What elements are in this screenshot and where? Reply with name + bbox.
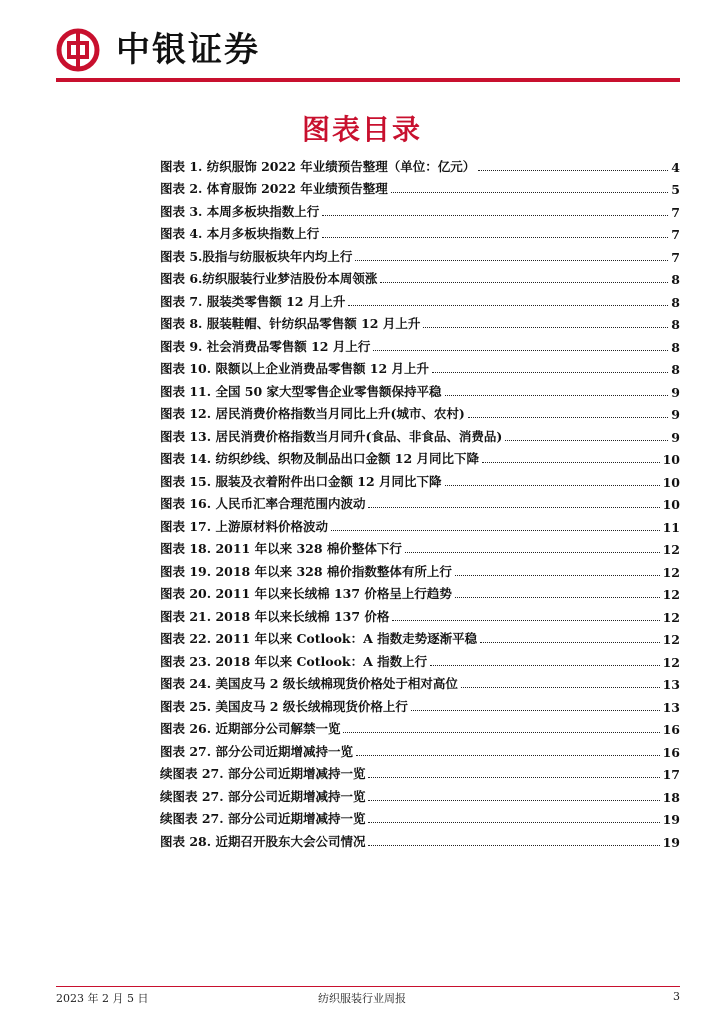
- toc-entry-page: 10: [662, 474, 680, 490]
- toc-leader-dots: [322, 215, 668, 216]
- toc-entry[interactable]: [160, 692, 680, 715]
- toc-entry[interactable]: [160, 557, 680, 580]
- toc-leader-dots: [461, 687, 660, 688]
- toc-entry-label: 图表 22. 2011 年以来 Cotlook：A 指数走势逐渐平稳: [160, 631, 478, 646]
- toc-entry-label: 图表 9. 社会消费品零售额 12 月上行: [160, 338, 371, 354]
- toc-leader-dots: [331, 530, 660, 531]
- toc-leader-dots: [505, 440, 668, 441]
- toc-entry[interactable]: [160, 332, 680, 355]
- toc-entry-page: 8: [671, 294, 680, 310]
- toc-entry-page: 9: [671, 407, 680, 422]
- toc-entry[interactable]: [160, 602, 680, 625]
- toc-entry-label: 图表 16. 人民币汇率合理范围内波动: [160, 496, 366, 511]
- toc-entry-label: 图表 14. 纺织纱线、织物及制品出口金额 12 月同比下降: [160, 451, 480, 466]
- toc-entry-page: 8: [671, 362, 680, 377]
- toc-entry-label: 图表 7. 服装类零售额 12 月上升: [160, 293, 346, 309]
- footer-divider: [56, 986, 680, 987]
- toc-entry-page: 7: [671, 249, 680, 265]
- toc-leader-dots: [380, 282, 668, 283]
- toc-entry[interactable]: [160, 400, 680, 423]
- toc-entry-page: 9: [671, 429, 680, 445]
- toc-leader-dots: [356, 755, 660, 756]
- toc-entry[interactable]: [160, 175, 680, 198]
- toc-entry-label: 图表 26. 近期部分公司解禁一览: [160, 721, 341, 736]
- toc-entry-label: 图表 27. 部分公司近期增减持一览: [160, 743, 353, 759]
- toc-entry-label: 图表 19. 2018 年以来 328 棉价指数整体有所上行: [160, 563, 452, 579]
- toc-entry[interactable]: [160, 467, 680, 490]
- toc-entry-page: 12: [662, 587, 680, 602]
- toc-entry-page: 12: [662, 632, 680, 647]
- toc-entry[interactable]: [160, 647, 680, 670]
- toc-entry-page: 18: [662, 789, 680, 805]
- table-of-figures: [160, 152, 680, 850]
- toc-leader-dots: [368, 845, 659, 846]
- toc-leader-dots: [455, 597, 660, 598]
- toc-leader-dots: [368, 822, 659, 823]
- toc-leader-dots: [391, 192, 669, 193]
- toc-entry-label: 图表 2. 体育服饰 2022 年业绩预告整理: [160, 181, 388, 196]
- toc-entry-label: 图表 28. 近期召开股东大会公司情况: [160, 833, 366, 849]
- toc-entry-label: 续图表 27. 部分公司近期增减持一览: [160, 811, 366, 826]
- toc-entry[interactable]: [160, 152, 680, 175]
- toc-entry-page: 4: [671, 159, 680, 175]
- toc-leader-dots: [373, 350, 668, 351]
- toc-entry-label: 图表 3. 本周多板块指数上行: [160, 203, 320, 219]
- toc-entry[interactable]: [160, 310, 680, 333]
- toc-leader-dots: [368, 777, 659, 778]
- toc-entry-page: 9: [671, 384, 680, 400]
- toc-entry-label: 图表 11. 全国 50 家大型零售企业零售额保持平稳: [160, 383, 442, 399]
- toc-leader-dots: [368, 507, 659, 508]
- toc-entry-label: 图表 21. 2018 年以来长绒棉 137 价格: [160, 608, 390, 624]
- toc-entry-page: 8: [671, 317, 680, 332]
- toc-entry-page: 12: [662, 564, 680, 580]
- toc-entry-page: 12: [662, 542, 680, 557]
- toc-entry[interactable]: [160, 512, 680, 535]
- toc-entry[interactable]: [160, 625, 680, 648]
- toc-entry-page: 19: [662, 834, 680, 850]
- toc-entry-label: 图表 1. 纺织服饰 2022 年业绩预告整理（单位：亿元）: [160, 158, 476, 174]
- toc-entry[interactable]: [160, 490, 680, 513]
- toc-entry-label: 续图表 27. 部分公司近期增减持一览: [160, 766, 366, 781]
- toc-entry[interactable]: [160, 242, 680, 265]
- header-divider: [56, 78, 680, 82]
- toc-entry-page: 12: [662, 609, 680, 625]
- toc-entry-page: 11: [662, 519, 680, 535]
- bank-of-china-logo-icon: [56, 28, 100, 72]
- toc-entry[interactable]: [160, 197, 680, 220]
- footer-report-name: 纺织服装行业周报: [318, 992, 406, 1005]
- toc-leader-dots: [392, 620, 659, 621]
- toc-entry-label: 图表 17. 上游原材料价格波动: [160, 518, 328, 534]
- toc-entry-label: 图表 12. 居民消费价格指数当月同比上升(城市、农村): [160, 406, 465, 421]
- toc-entry-page: 10: [662, 452, 680, 467]
- toc-entry-label: 图表 13. 居民消费价格指数当月同升(食品、非食品、消费品): [160, 428, 503, 444]
- toc-leader-dots: [368, 800, 659, 801]
- toc-leader-dots: [480, 642, 659, 643]
- toc-leader-dots: [322, 237, 668, 238]
- toc-entry[interactable]: [160, 782, 680, 805]
- toc-entry[interactable]: [160, 355, 680, 378]
- toc-entry-label: 图表 6.纺织服装行业梦洁股份本周领涨: [160, 271, 378, 286]
- toc-entry[interactable]: [160, 377, 680, 400]
- toc-entry-label: 图表 20. 2011 年以来长绒棉 137 价格呈上行趋势: [160, 586, 452, 601]
- toc-leader-dots: [432, 372, 668, 373]
- footer-page-number: 3: [673, 990, 680, 1003]
- toc-leader-dots: [343, 732, 659, 733]
- toc-entry-page: 7: [671, 227, 680, 242]
- toc-entry-label: 图表 10. 限额以上企业消费品零售额 12 月上升: [160, 361, 430, 376]
- toc-leader-dots: [445, 395, 669, 396]
- toc-entry-page: 17: [662, 767, 680, 782]
- toc-entry-page: 5: [671, 182, 680, 197]
- toc-entry-label: 图表 23. 2018 年以来 Cotlook：A 指数上行: [160, 653, 428, 669]
- toc-leader-dots: [455, 575, 660, 576]
- toc-entry-label: 图表 8. 服装鞋帽、针纺织品零售额 12 月上升: [160, 316, 421, 331]
- toc-entry-label: 图表 24. 美国皮马 2 级长绒棉现货价格处于相对高位: [160, 676, 458, 691]
- toc-entry[interactable]: [160, 760, 680, 783]
- brand-name: 中银证券: [116, 30, 260, 70]
- toc-entry-page: 10: [662, 497, 680, 512]
- footer-date: 2023 年 2 月 5 日: [56, 992, 149, 1005]
- toc-entry[interactable]: [160, 670, 680, 693]
- toc-entry-page: 13: [662, 699, 680, 715]
- toc-entry[interactable]: [160, 265, 680, 288]
- toc-entry-label: 续图表 27. 部分公司近期增减持一览: [160, 788, 366, 804]
- toc-entry-page: 8: [671, 272, 680, 287]
- toc-entry[interactable]: [160, 737, 680, 760]
- toc-entry[interactable]: [160, 445, 680, 468]
- toc-leader-dots: [411, 710, 660, 711]
- page-header: [56, 28, 680, 80]
- toc-entry-page: 16: [662, 744, 680, 760]
- toc-entry-page: 7: [671, 204, 680, 220]
- toc-entry-label: 图表 4. 本月多板块指数上行: [160, 226, 320, 241]
- toc-leader-dots: [478, 170, 668, 171]
- toc-leader-dots: [482, 462, 660, 463]
- toc-leader-dots: [405, 552, 660, 553]
- toc-entry[interactable]: [160, 535, 680, 558]
- toc-entry[interactable]: [160, 220, 680, 243]
- toc-entry[interactable]: [160, 422, 680, 445]
- toc-leader-dots: [348, 305, 668, 306]
- toc-entry-label: 图表 25. 美国皮马 2 级长绒棉现货价格上行: [160, 698, 408, 714]
- toc-entry-label: 图表 15. 服装及衣着附件出口金额 12 月同比下降: [160, 473, 442, 489]
- toc-leader-dots: [445, 485, 660, 486]
- toc-entry[interactable]: [160, 805, 680, 828]
- toc-leader-dots: [430, 665, 659, 666]
- toc-entry[interactable]: [160, 827, 680, 850]
- toc-entry-page: 12: [662, 654, 680, 670]
- toc-entry[interactable]: [160, 580, 680, 603]
- page-title: 图表目录: [301, 113, 422, 146]
- toc-entry[interactable]: [160, 287, 680, 310]
- toc-leader-dots: [423, 327, 668, 328]
- toc-leader-dots: [468, 417, 669, 418]
- toc-entry-page: 16: [662, 722, 680, 737]
- toc-entry-label: 图表 5.股指与纺服板块年内均上行: [160, 248, 353, 264]
- toc-entry-page: 19: [662, 812, 680, 827]
- toc-entry-label: 图表 18. 2011 年以来 328 棉价整体下行: [160, 541, 402, 556]
- toc-leader-dots: [355, 260, 668, 261]
- toc-entry-page: 8: [671, 339, 680, 355]
- toc-entry[interactable]: [160, 715, 680, 738]
- toc-entry-page: 13: [662, 677, 680, 692]
